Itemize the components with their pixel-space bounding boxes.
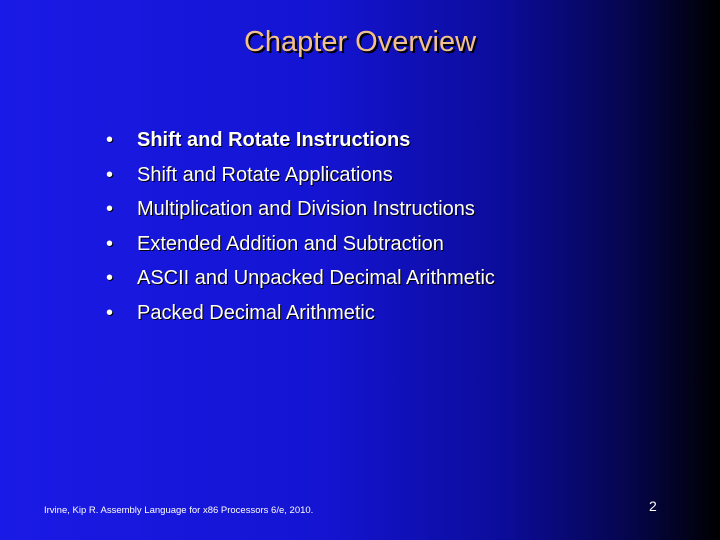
bullet-list <box>106 129 495 337</box>
bullet-item <box>106 198 495 233</box>
bullet-text: Shift and Rotate Applications <box>137 163 393 186</box>
bullet-text: Multiplication and Division Instructions <box>137 198 475 221</box>
bullet-item <box>106 302 495 337</box>
bullet-dot-icon: • <box>106 198 114 221</box>
bullet-text: Packed Decimal Arithmetic <box>137 301 375 324</box>
page-number: 2 <box>649 498 657 514</box>
slide-title: Chapter Overview <box>243 26 477 58</box>
bullet-dot-icon: • <box>106 163 114 186</box>
bullet-dot-icon: • <box>106 301 114 324</box>
bullet-text: ASCII and Unpacked Decimal Arithmetic <box>137 267 495 290</box>
bullet-item <box>106 233 495 268</box>
bullet-text: Shift and Rotate Instructions <box>137 129 411 151</box>
bullet-item <box>106 267 495 302</box>
bullet-item <box>106 129 495 164</box>
bullet-text: Extended Addition and Subtraction <box>137 232 444 255</box>
bullet-item <box>106 164 495 199</box>
footer-citation: Irvine, Kip R. Assembly Language for x86 Processors 6/e, 2010. <box>44 505 314 516</box>
bullet-dot-icon: • <box>106 129 114 151</box>
bullet-dot-icon: • <box>106 267 114 290</box>
bullet-dot-icon: • <box>106 232 114 255</box>
